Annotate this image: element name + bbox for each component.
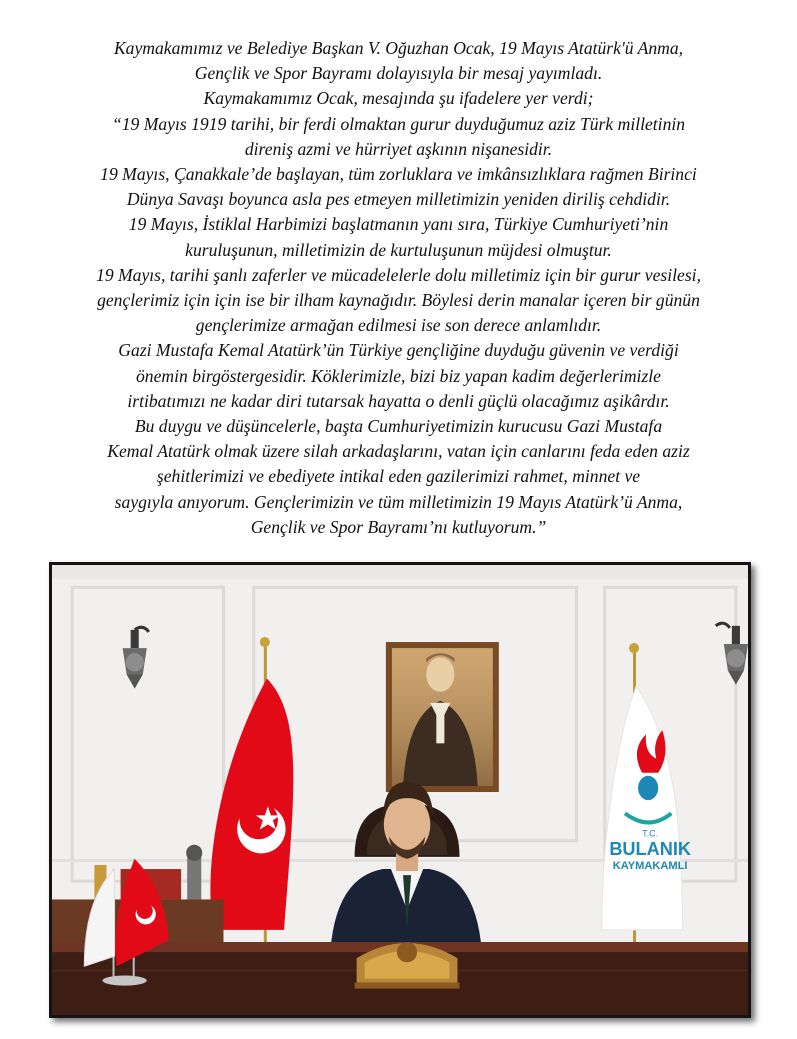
- text-line: “19 Mayıs 1919 tarihi, bir ferdi olmaktan gurur duyduğumuz aziz Türk milletinin: [111, 113, 686, 134]
- text-line: 19 Mayıs, tarihi şanlı zaferler ve mücadelelerle dolu milletimiz için bir gurur vesilesi,: [96, 264, 701, 285]
- text-line: Gençlik ve Spor Bayramı’nı kutluyorum.”: [250, 516, 547, 537]
- text-line: Kemal Atatürk olmak üzere silah arkadaşlarını, vatan için canlarını feda eden aziz: [107, 441, 690, 462]
- office-photo-illustration: [52, 565, 748, 1015]
- text-line: Dünya Savaşı boyunca asla pes etmeyen milletimizin yeniden diriliş cehdidir.: [126, 189, 671, 210]
- text-line: saygıyla anıyorum. Gençlerimizin ve tüm milletimizin 19 Mayıs Atatürk’ü Anma,: [114, 491, 683, 512]
- text-line: irtibatımızı ne kadar diri tutarsak hayatta o denli güçlü olacağımız aşikârdır.: [127, 390, 670, 411]
- text-line: Gençlik ve Spor Bayramı dolayısıyla bir mesaj yayımladı.: [194, 63, 603, 84]
- text-line: önemin birgöstergesidir. Köklerimizle, bizi biz yapan kadim değerlerimizle: [136, 365, 661, 386]
- text-line: Bu duygu ve düşüncelerle, başta Cumhuriyetimizin kurucusu Gazi Mustafa: [134, 416, 663, 437]
- announcement-text: [20, 36, 777, 540]
- text-line: Kaymakamımız Ocak, mesajında şu ifadelere yer verdi;: [203, 88, 594, 109]
- flag-logo-small: T.C.: [642, 828, 659, 839]
- text-line: direniş azmi ve hürriyet aşkının nişanesidir.: [244, 138, 553, 159]
- text-line: şehitlerimizi ve ebediyete intikal eden gazilerimizi rahmet, minnet ve: [156, 466, 641, 487]
- text-line: 19 Mayıs, Çanakkale’de başlayan, tüm zorluklara ve imkânsızlıklara rağmen Birinci: [100, 164, 697, 185]
- office-photo: [49, 562, 751, 1018]
- text-line: Gazi Mustafa Kemal Atatürk’ün Türkiye gençliğine duyduğu güvenin ve verdiği: [118, 340, 679, 361]
- text-line: gençlerimize armağan edilmesi ise son derece anlamlıdır.: [195, 315, 602, 336]
- text-line: kuruluşunun, milletimizin de kurtuluşunun müjdesi olmuştur.: [185, 239, 612, 260]
- flag-logo-name: BULANIK: [609, 838, 691, 859]
- text-line: 19 Mayıs, İstiklal Harbimizi başlatmanın yanı sıra, Türkiye Cumhuriyeti’nin: [128, 214, 669, 235]
- ataturk-portrait: [386, 642, 499, 792]
- text-line: gençlerimiz için için ise bir ilham kaynağıdır. Böylesi derin manalar içeren bir günün: [97, 290, 700, 311]
- flag-logo-sub: KAYMAKAMLI: [612, 860, 688, 873]
- text-line: Kaymakamımız ve Belediye Başkan V. Oğuzhan Ocak, 19 Mayıs Atatürk'ü Anma,: [113, 38, 684, 58]
